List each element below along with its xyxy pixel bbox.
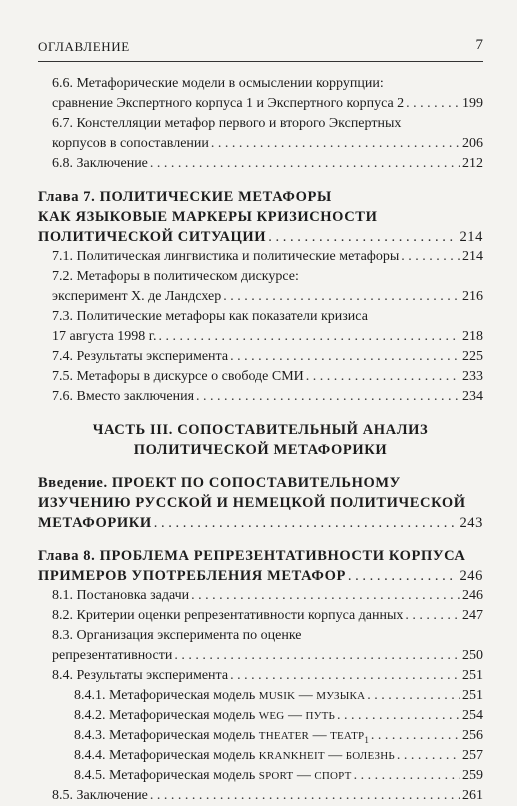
toc-page-number: 254 bbox=[462, 708, 483, 723]
toc-entry-7-2-line2[interactable]: эксперимент Х. де Ландсхер . . . 216 bbox=[38, 287, 483, 307]
toc-entry-7-6[interactable]: 7.6. Вместо заключения . . . 234 bbox=[38, 387, 483, 407]
toc-entry-7-1[interactable]: 7.1. Политическая лингвистика и политические метафоры . . . 214 bbox=[38, 247, 483, 267]
toc-entry-8-4[interactable]: 8.4. Результаты эксперимента . . . 251 bbox=[38, 666, 483, 686]
toc-entry-8-4-4[interactable]: 8.4.4. Метафорическая модель KRANKHEIT — БОЛЕЗНЬ . . . 257 bbox=[38, 746, 483, 766]
toc-page-number: 250 bbox=[462, 648, 483, 663]
toc-page-number: 259 bbox=[462, 768, 483, 783]
toc-introduction-line3[interactable]: МЕТАФОРИКИ . . . 243 bbox=[38, 513, 483, 533]
toc-part-3-line2: ПОЛИТИЧЕСКОЙ МЕТАФОРИКИ bbox=[133, 442, 388, 458]
toc-chapter-7-line2: КАК ЯЗЫКОВЫЕ МАРКЕРЫ КРИЗИСНОСТИ bbox=[38, 209, 378, 225]
toc-entry-8-5[interactable]: 8.5. Заключение . . . 261 bbox=[38, 786, 483, 806]
toc-page-number: 218 bbox=[462, 329, 483, 344]
toc-entry-8-4-1[interactable]: 8.4.1. Метафорическая модель MUSIK — МУЗЫКА . . . 251 bbox=[38, 686, 483, 706]
header-page-number: 7 bbox=[475, 37, 483, 53]
table-of-contents bbox=[38, 74, 483, 806]
toc-entry-8-3-line2[interactable]: репрезентативности . . . 250 bbox=[38, 646, 483, 666]
toc-page-number: 214 bbox=[462, 249, 483, 264]
toc-entry-8-4-2[interactable]: 8.4.2. Метафорическая модель WEG — ПУТЬ . . . 254 bbox=[38, 706, 483, 726]
toc-introduction-line1: Введение. ПРОЕКТ ПО СОПОСТАВИТЕЛЬНОМУ bbox=[38, 475, 401, 491]
toc-page-number: 251 bbox=[462, 688, 483, 703]
running-header bbox=[38, 37, 483, 57]
toc-entry-7-2-line1: 7.2. Метафоры в политическом дискурсе: bbox=[52, 269, 299, 284]
toc-entry-7-5[interactable]: 7.5. Метафоры в дискурсе о свободе СМИ . . . 233 bbox=[38, 367, 483, 387]
toc-entry-7-3-line1: 7.3. Политические метафоры как показатели кризиса bbox=[52, 309, 368, 324]
toc-chapter-8-line2[interactable]: ПРИМЕРОВ УПОТРЕБЛЕНИЯ МЕТАФОР . . . 246 bbox=[38, 566, 483, 586]
toc-entry-6-7-line1: 6.7. Констелляции метафор первого и второго Экспертных bbox=[52, 116, 402, 131]
toc-page-number: 251 bbox=[462, 668, 483, 683]
toc-page-number: 216 bbox=[462, 289, 483, 304]
toc-entry-6-6-line1: 6.6. Метафорические модели в осмыслении коррупции: bbox=[52, 76, 384, 91]
toc-entry-7-3-line2[interactable]: 17 августа 1998 г. . . . 218 bbox=[38, 327, 483, 347]
toc-entry-8-4-3[interactable]: 8.4.3. Метафорическая модель THEATER — $ТЕАТР_1$ . . . 256 bbox=[38, 726, 483, 746]
header-rule bbox=[38, 61, 483, 62]
toc-page-number: 246 bbox=[462, 588, 483, 603]
toc-page-number: 261 bbox=[462, 788, 483, 803]
toc-page-number: 212 bbox=[462, 156, 483, 171]
toc-page-number: 246 bbox=[459, 568, 483, 584]
toc-page-number: 199 bbox=[462, 96, 483, 111]
toc-entry-6-7-line2[interactable]: корпусов в сопоставлении . . . 206 bbox=[38, 134, 483, 154]
toc-entry-8-2[interactable]: 8.2. Критерии оценки репрезентативности корпуса данных . . . 247 bbox=[38, 606, 483, 626]
toc-entry-7-4[interactable]: 7.4. Результаты эксперимента . . . 225 bbox=[38, 347, 483, 367]
toc-page-number: 247 bbox=[462, 608, 483, 623]
toc-entry-6-8[interactable]: 6.8. Заключение . . . 212 bbox=[38, 154, 483, 174]
toc-page-number: 234 bbox=[462, 389, 483, 404]
toc-chapter-8-line1: Глава 8. ПРОБЛЕМА РЕПРЕЗЕНТАТИВНОСТИ КОРПУСА bbox=[38, 548, 466, 564]
toc-chapter-7-line1: Глава 7. ПОЛИТИЧЕСКИЕ МЕТАФОРЫ bbox=[38, 189, 332, 205]
header-title: ОГЛАВЛЕНИЕ bbox=[38, 39, 130, 54]
toc-chapter-7-line3[interactable]: ПОЛИТИЧЕСКОЙ СИТУАЦИИ . . . 214 bbox=[38, 227, 483, 247]
toc-entry-6-6-line2[interactable]: сравнение Экспертного корпуса 1 и Экспертного корпуса 2 . . . 199 bbox=[38, 94, 483, 114]
toc-page-number: 206 bbox=[462, 136, 483, 151]
toc-page-number: 257 bbox=[462, 748, 483, 763]
toc-page-number: 233 bbox=[462, 369, 483, 384]
toc-introduction-line2: ИЗУЧЕНИЮ РУССКОЙ И НЕМЕЦКОЙ ПОЛИТИЧЕСКОЙ bbox=[38, 495, 466, 511]
toc-part-3-line1[interactable]: ЧАСТЬ III. СОПОСТАВИТЕЛЬНЫЙ АНАЛИЗ bbox=[92, 422, 429, 438]
toc-entry-8-3-line1: 8.3. Организация эксперимента по оценке bbox=[52, 628, 302, 643]
toc-page-number: 256 bbox=[462, 728, 483, 743]
toc-page-number: 214 bbox=[459, 229, 483, 245]
toc-entry-8-1[interactable]: 8.1. Постановка задачи . . . 246 bbox=[38, 586, 483, 606]
toc-page-number: 243 bbox=[459, 515, 483, 531]
toc-entry-8-4-5[interactable]: 8.4.5. Метафорическая модель SPORT — СПОРТ . . . 259 bbox=[38, 766, 483, 786]
toc-page-number: 225 bbox=[462, 349, 483, 364]
